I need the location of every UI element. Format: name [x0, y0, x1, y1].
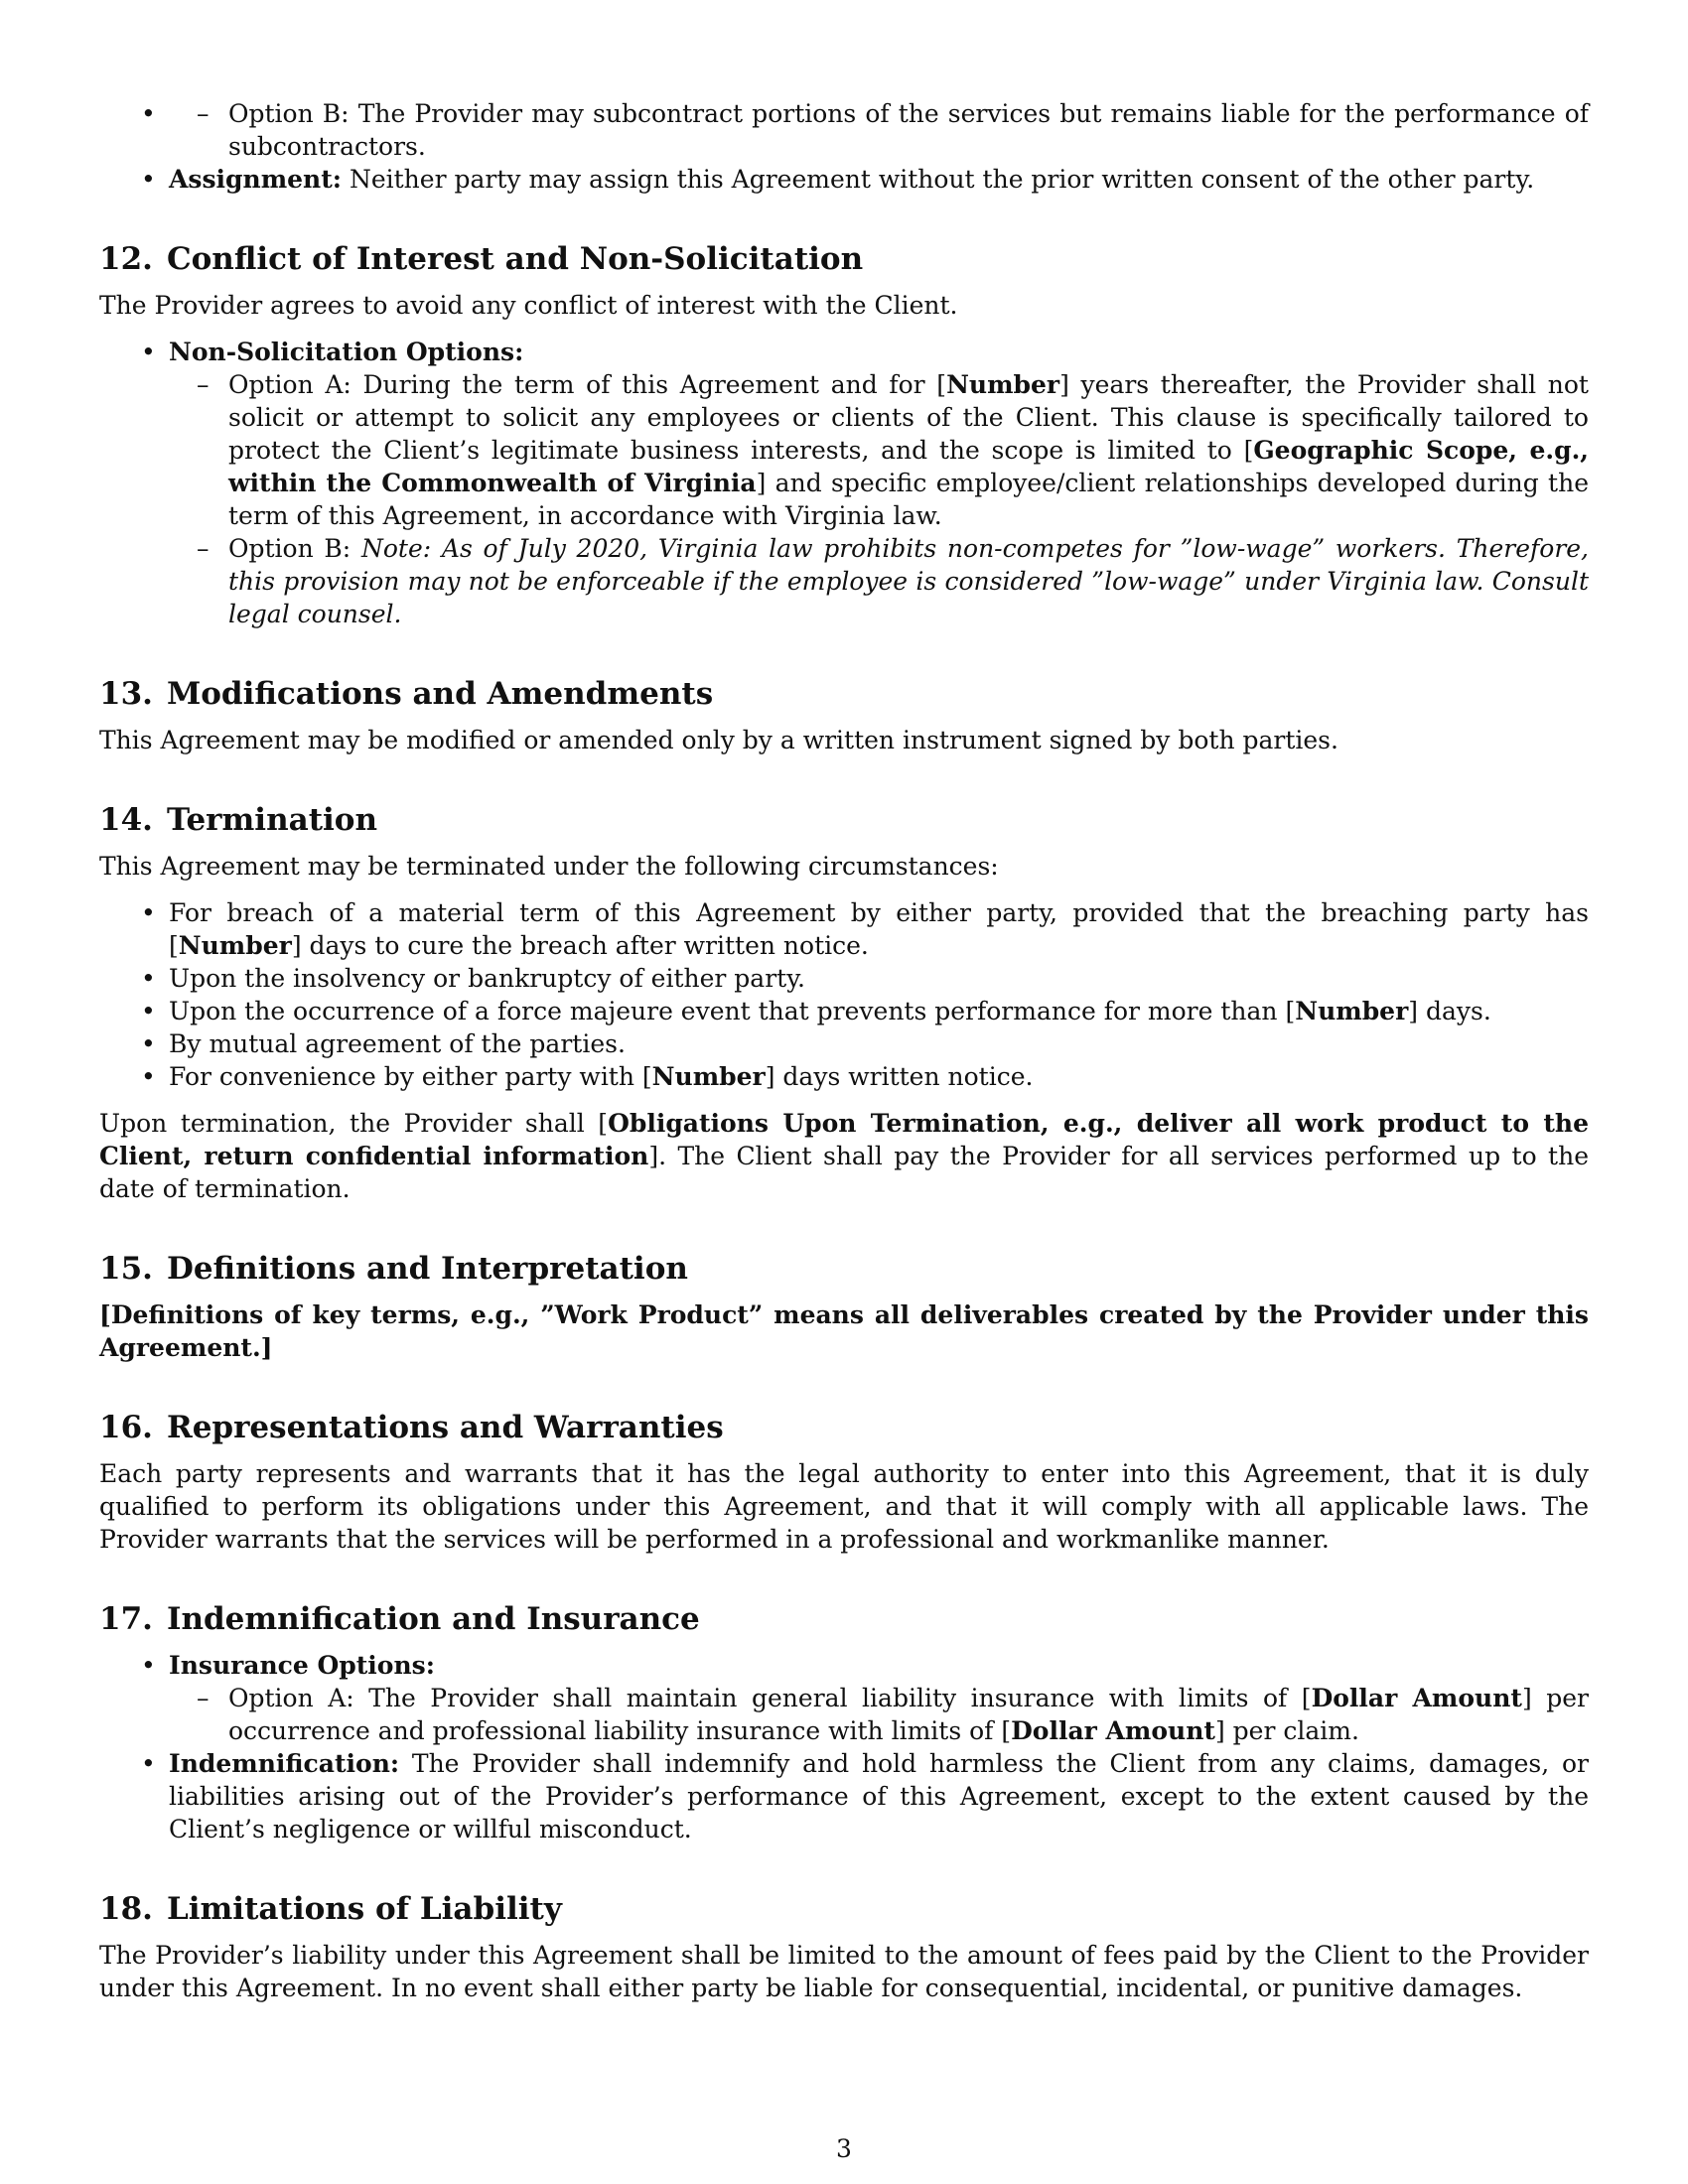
list-item — [99, 97, 1589, 163]
section-14 — [99, 800, 1589, 1205]
indemnification-list — [99, 1649, 1589, 1845]
section-heading: 14. Termination — [99, 802, 378, 838]
section-text: This Agreement may be modified or amended only by a written instrument signed by both parties. — [99, 726, 1338, 754]
section-18 — [99, 1889, 1589, 2004]
placeholder-dollar-amount: Dollar Amount — [1011, 1716, 1215, 1745]
section-16 — [99, 1408, 1589, 1556]
assignment-label: Assignment: — [169, 165, 343, 194]
section-text: Each party represents and warrants that it has the legal authority to enter into this Agreement, that it is duly qualified to perform its obligations under this Agreement, and that it will comply with all applicable laws. The Provider warrants that the services will be performed in a professional and workmanlike manner. — [99, 1459, 1589, 1554]
section-13 — [99, 674, 1589, 756]
option-label: Option A: — [228, 1684, 354, 1712]
list-item — [99, 336, 1589, 630]
option-b — [169, 532, 1589, 630]
assignment-text: Neither party may assign this Agreement without the prior written consent of the other party. — [349, 165, 1535, 194]
definitions-placeholder: [Definitions of key terms, e.g., ”Work Product” means all deliverables created by the Provider under this Agreement.] — [99, 1300, 1589, 1362]
dash-marker: – — [197, 1684, 210, 1712]
list-item: • Indemnification: The Provider shall indemnify and hold harmless the Client from any claims, damages, or liabilities arising out of the Provider’s performance of this Agreement, except to the extent caused by the Client’s negligence or willful misconduct. — [99, 1747, 1589, 1845]
section-heading: 12. Conflict of Interest and Non-Solicitation — [99, 241, 864, 277]
dash-marker: – — [197, 534, 210, 563]
option-a: – Option A: During the term of this Agreement and for [Number] years thereafter, the Provider shall not solicit or attempt to solicit any employees or clients of the Client. This clause is specifically tailored to protect the Client’s legitimate business interests, and the scope is limited to [Geographic Scope, e.g., within the Commonwealth of Virginia] and specific employee/client relationships developed during the term of this Agreement, in accordance with Virginia law. — [197, 370, 1589, 530]
list-item: • Upon the insolvency or bankruptcy of either party. — [99, 962, 1589, 995]
placeholder-number: Number — [946, 370, 1060, 399]
placeholder-number: Number — [651, 1062, 766, 1091]
placeholder-geographic-scope: Geographic Scope, e.g., within the Commonwealth of Virginia — [228, 436, 1589, 497]
placeholder-dollar-amount: Dollar Amount — [1311, 1684, 1522, 1712]
list-item: • For breach of a material term of this Agreement by either party, provided that the breaching party has [Number] days to cure the breach after written notice. — [99, 896, 1589, 962]
non-solicitation-list — [99, 336, 1589, 630]
dash-marker: • – — [197, 99, 210, 128]
page-number: 3 — [836, 2134, 852, 2163]
termination-list — [99, 896, 1589, 1093]
placeholder-number: Number — [178, 931, 292, 960]
indemnification-label: Indemnification: — [169, 1749, 400, 1778]
option-label: Option B: — [228, 99, 350, 128]
section-heading: 17. Indemnification and Insurance — [99, 1601, 700, 1637]
placeholder-obligations: Obligations Upon Termination, e.g., deliver all work product to the Client, return confidential information — [99, 1109, 1589, 1170]
option-text: The Provider may subcontract portions of the services but remains liable for the performance of subcontractors. — [228, 99, 1589, 161]
section-text: The Provider’s liability under this Agreement shall be limited to the amount of fees paid by the Client to the Provider under this Agreement. In no event shall either party be liable for consequential, incidental, or punitive damages. — [99, 1941, 1589, 2002]
section-15 — [99, 1249, 1589, 1364]
top-list — [99, 97, 1589, 196]
option-label: Option B: — [228, 534, 352, 563]
section-intro: The Provider agrees to avoid any conflict of interest with the Client. — [99, 291, 958, 320]
section-heading: 18. Limitations of Liability — [99, 1891, 562, 1927]
section-intro: This Agreement may be terminated under the following circumstances: — [99, 852, 999, 881]
legal-note: Note: As of July 2020, Virginia law prohibits non-competes for ”low-wage” workers. Therefore, this provision may not be enforceable if the employee is considered ”low-wage” under Virginia law. Consult legal counsel. — [228, 534, 1590, 628]
section-heading: 16. Representations and Warranties — [99, 1410, 724, 1445]
section-heading: 13. Modifications and Amendments — [99, 676, 714, 712]
option-label: Option A: — [228, 370, 352, 399]
list-item: • By mutual agreement of the parties. — [99, 1027, 1589, 1060]
section-12 — [99, 239, 1589, 630]
document-page — [99, 97, 1589, 2004]
section-17 — [99, 1599, 1589, 1845]
placeholder-number: Number — [1295, 997, 1409, 1025]
assignment-item — [99, 163, 1589, 196]
option-a: – Option A: The Provider shall maintain general liability insurance with limits of [Dollar Amount] per occurrence and professional liability insurance with limits of [Dollar Amount] per claim. — [197, 1684, 1589, 1745]
options-label: Non-Solicitation Options: — [169, 338, 524, 366]
list-item: • Upon the occurrence of a force majeure event that prevents performance for more than [Number] days. — [99, 995, 1589, 1027]
section-heading: 15. Definitions and Interpretation — [99, 1251, 688, 1287]
option-b-subcontract — [99, 97, 1589, 163]
insurance-label: Insurance Options: — [169, 1651, 435, 1680]
termination-obligations: Upon termination, the Provider shall [Obligations Upon Termination, e.g., deliver all work product to the Client, return confidential information]. The Client shall pay the Provider for all services performed up to the date of termination. — [99, 1109, 1589, 1203]
dash-marker: – — [197, 370, 210, 399]
list-item — [99, 1649, 1589, 1747]
list-item: • For convenience by either party with [Number] days written notice. — [99, 1060, 1589, 1093]
